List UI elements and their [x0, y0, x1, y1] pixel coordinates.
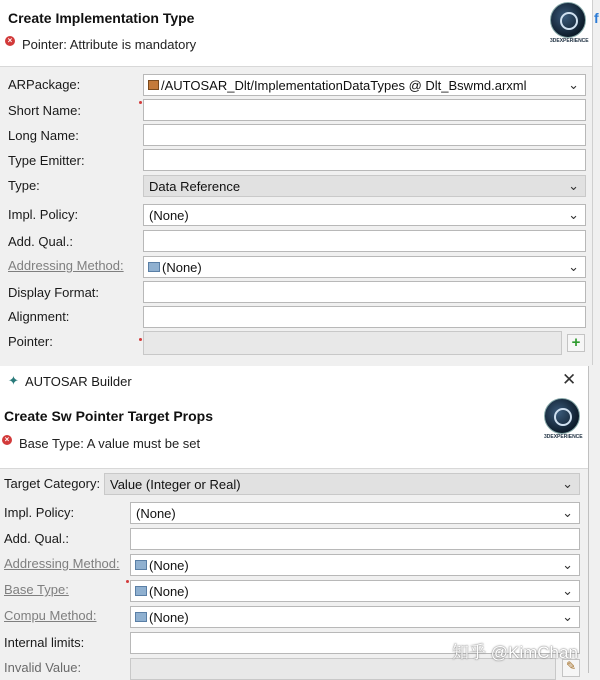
chevron-down-icon[interactable]: ⌄ — [568, 178, 579, 193]
package-icon — [148, 80, 159, 90]
addressing-method-link[interactable]: Addressing Method: — [4, 556, 120, 571]
arpackage-label: ARPackage: — [8, 77, 81, 92]
type-label: Type: — [8, 178, 40, 193]
impl-policy-value: (None) — [149, 208, 189, 223]
logo-icon — [544, 398, 580, 434]
compu-method-value: (None) — [149, 610, 189, 625]
chevron-down-icon[interactable]: ⌄ — [568, 259, 579, 274]
logo-text: 3DEXPERIENCE — [550, 38, 589, 44]
error-message: Base Type: A value must be set — [19, 436, 201, 451]
impl-policy-label: Impl. Policy: — [4, 505, 75, 520]
target-category-value: Value (Integer or Real) — [110, 477, 241, 492]
base-type-combo[interactable] — [130, 580, 580, 602]
impl-policy-combo[interactable] — [130, 502, 580, 524]
dialog-title: Create Sw Pointer Target Props — [4, 408, 214, 424]
type-value: Data Reference — [149, 179, 241, 194]
add-qual-label: Add. Qual.: — [8, 234, 74, 249]
short-name-label: Short Name: — [8, 103, 81, 118]
reference-icon — [135, 560, 147, 570]
pointer-field — [143, 331, 562, 355]
partial-background-text: f — [594, 10, 599, 26]
watermark: 知乎 @KimChan — [452, 643, 578, 662]
short-name-input[interactable] — [143, 99, 586, 121]
required-marker — [139, 338, 142, 341]
arpackage-combo[interactable] — [143, 74, 586, 96]
long-name-input[interactable] — [143, 124, 586, 146]
chevron-down-icon[interactable]: ⌄ — [562, 476, 573, 491]
window-title: AUTOSAR Builder — [25, 374, 132, 389]
type-emitter-label: Type Emitter: — [8, 153, 85, 168]
type-emitter-input[interactable] — [143, 149, 586, 171]
add-pointer-button[interactable] — [567, 334, 585, 352]
3dexperience-logo — [549, 2, 589, 46]
alignment-label: Alignment: — [8, 309, 70, 324]
target-category-label: Target Category: — [4, 476, 101, 491]
logo-text: 3DEXPERIENCE — [544, 434, 583, 440]
chevron-down-icon[interactable]: ⌄ — [562, 583, 573, 598]
addressing-method-link[interactable]: Addressing Method: — [8, 258, 124, 273]
error-icon: × — [2, 435, 12, 445]
required-marker — [139, 101, 142, 104]
logo-icon — [550, 2, 586, 38]
addressing-method-value: (None) — [149, 558, 189, 573]
arpackage-value: /AUTOSAR_Dlt/ImplementationDataTypes @ Dlt_Bswmd.arxml — [161, 78, 527, 93]
add-qual-input[interactable] — [143, 230, 586, 252]
base-type-value: (None) — [149, 584, 189, 599]
compu-method-link[interactable]: Compu Method: — [4, 608, 97, 623]
impl-policy-value: (None) — [136, 506, 176, 521]
error-message: Pointer: Attribute is mandatory — [22, 37, 197, 52]
chevron-down-icon[interactable]: ⌄ — [568, 77, 579, 92]
compu-method-combo[interactable] — [130, 606, 580, 628]
chevron-down-icon[interactable]: ⌄ — [562, 609, 573, 624]
autosar-builder-icon: ✦ — [8, 373, 19, 388]
reference-icon — [135, 612, 147, 622]
close-icon[interactable]: ✕ — [562, 370, 577, 389]
chevron-down-icon[interactable]: ⌄ — [562, 505, 573, 520]
dialog-border — [592, 0, 593, 365]
dialog-title: Create Implementation Type — [8, 10, 195, 26]
chevron-down-icon[interactable]: ⌄ — [562, 557, 573, 572]
base-type-link[interactable]: Base Type: — [4, 582, 69, 597]
impl-policy-label: Impl. Policy: — [8, 207, 79, 222]
display-format-label: Display Format: — [8, 285, 100, 300]
pointer-label: Pointer: — [8, 334, 53, 349]
pencil-icon: ✎ — [566, 659, 577, 673]
plus-icon: + — [571, 334, 581, 351]
addressing-method-combo[interactable] — [143, 256, 586, 278]
dialog-header — [0, 396, 588, 469]
addressing-method-combo[interactable] — [130, 554, 580, 576]
long-name-label: Long Name: — [8, 128, 79, 143]
target-category-combo[interactable] — [104, 473, 580, 495]
addressing-method-value: (None) — [162, 260, 202, 275]
add-qual-input[interactable] — [130, 528, 580, 550]
display-format-input[interactable] — [143, 281, 586, 303]
error-icon: × — [5, 36, 15, 46]
3dexperience-logo — [543, 398, 583, 442]
internal-limits-label: Internal limits: — [4, 635, 85, 650]
invalid-value-label: Invalid Value: — [4, 660, 82, 675]
required-marker — [126, 580, 129, 583]
reference-icon — [148, 262, 160, 272]
alignment-input[interactable] — [143, 306, 586, 328]
impl-policy-combo[interactable] — [143, 204, 586, 226]
type-combo[interactable] — [143, 175, 586, 197]
reference-icon — [135, 586, 147, 596]
add-qual-label: Add. Qual.: — [4, 531, 70, 546]
chevron-down-icon[interactable]: ⌄ — [568, 207, 579, 222]
